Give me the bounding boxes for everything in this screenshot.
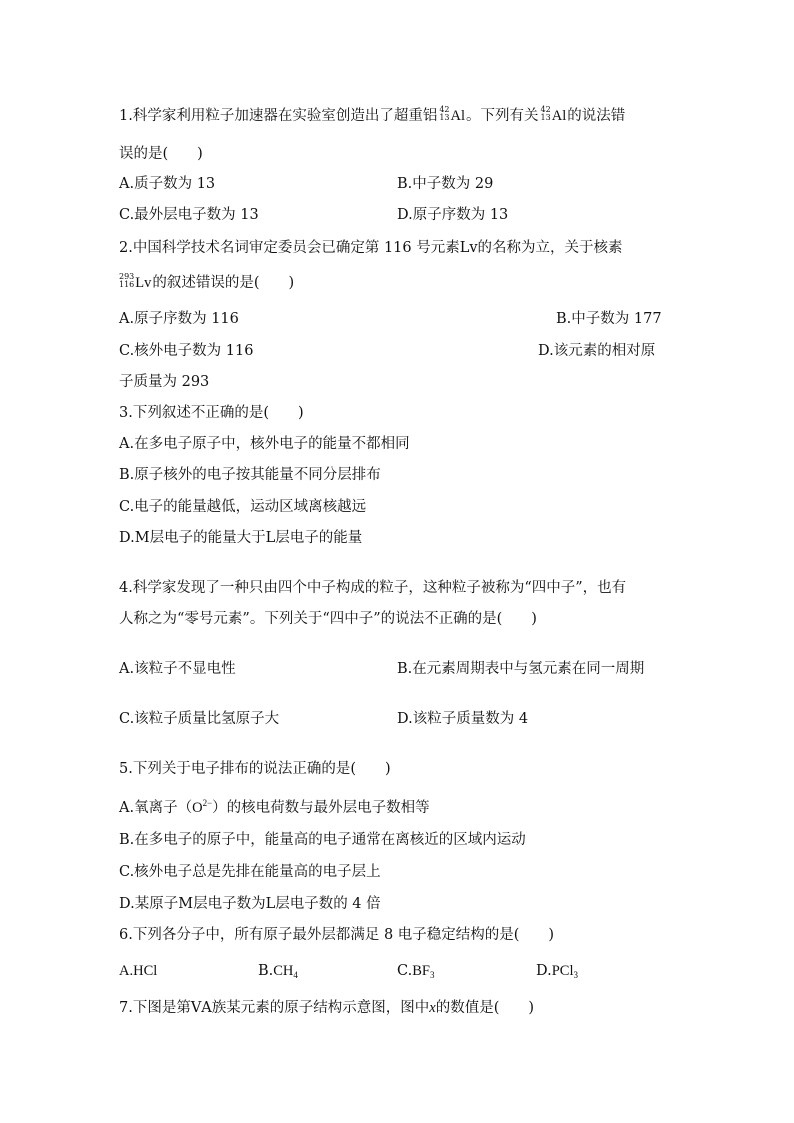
q7-text-b: 的数值是( ) xyxy=(435,1000,535,1016)
q1-nuclide-al xyxy=(439,106,465,126)
q2-text-rest: 的叙述错误的是( ) xyxy=(152,275,295,291)
q4-option-a: A.该粒子不显电性 xyxy=(119,661,236,677)
q2-mass-number: 293 xyxy=(119,272,135,281)
q5-stem: 5.下列关于电子排布的说法正确的是( ) xyxy=(119,761,391,777)
q6-option-c xyxy=(397,961,434,985)
q2-nuclide-lv xyxy=(119,273,151,293)
q5-ion-symbol: O xyxy=(192,800,203,816)
q1-stem-line2: 误的是( ) xyxy=(119,146,203,162)
q7-stem xyxy=(119,998,534,1018)
q1-text-b: 。下列有关 xyxy=(466,108,539,124)
q6-option-c-formula: BF xyxy=(412,963,430,979)
q1-atomic-number-2: 13 xyxy=(540,113,551,122)
q6-option-d-subscript: 3 xyxy=(573,970,578,980)
q1-nuclide-al-2 xyxy=(541,106,567,126)
q5-option-a xyxy=(119,793,430,818)
q2-option-d-cont: 子质量为 293 xyxy=(119,374,210,390)
q2-stem-line1: 2.中国科学技术名词审定委员会已确定第 116 号元素Lv的名称为立，关于核素 xyxy=(119,240,623,256)
q7-variable-x: x xyxy=(429,1000,436,1016)
q6-option-c-label: C. xyxy=(397,963,413,979)
q5-option-a-pre: A.氧离子（ xyxy=(119,800,193,816)
q6-option-b xyxy=(258,961,298,985)
q4-stem-line1: 4.科学家发现了一种只由四个中子构成的粒子，这种粒子被称为“四中子”，也有 xyxy=(119,580,627,596)
q7-text-a: 7.下图是第ⅤA族某元素的原子结构示意图，图中 xyxy=(119,1000,430,1016)
q5-option-d: D.某原子M层电子数为L层电子数的 4 倍 xyxy=(119,896,381,912)
q5-option-a-post: ）的核电荷数与最外层电子数相等 xyxy=(212,800,430,816)
q5-option-b: B.在多电子的原子中，能量高的电子通常在离核近的区域内运动 xyxy=(119,832,526,848)
q3-stem: 3.下列叙述不正确的是( ) xyxy=(119,405,304,421)
q1-mass-number: 42 xyxy=(439,105,450,114)
q1-symbol-2: Al xyxy=(551,108,567,124)
q6-option-d-formula: PCl xyxy=(551,963,574,979)
q1-text-a: 1.科学家利用粒子加速器在实验室创造出了超重铝 xyxy=(119,108,438,124)
q4-stem-line2: 人称之为“零号元素”。下列关于“四中子”的说法不正确的是( ) xyxy=(119,611,537,627)
q1-option-d: D.原子序数为 13 xyxy=(397,207,509,223)
q2-stem-line2 xyxy=(119,273,294,293)
q3-option-a: A.在多电子原子中，核外电子的能量不都相同 xyxy=(119,436,410,452)
q3-option-d: D.M层电子的能量大于L层电子的能量 xyxy=(119,530,363,546)
q6-option-b-formula: CH xyxy=(273,963,294,979)
q2-option-c: C.核外电子数为 116 xyxy=(119,343,254,359)
q6-option-b-subscript: 4 xyxy=(293,970,298,980)
q2-option-b: B.中子数为 177 xyxy=(556,311,662,327)
q4-option-c: C.该粒子质量比氢原子大 xyxy=(119,711,280,727)
q6-option-c-subscript: 3 xyxy=(429,970,435,980)
q1-option-c: C.最外层电子数为 13 xyxy=(119,207,259,223)
q6-option-d-label: D. xyxy=(536,963,552,979)
q1-mass-number-2: 42 xyxy=(540,105,551,114)
q1-text-c: 的说法错 xyxy=(567,108,626,124)
q1-stem-line1 xyxy=(119,106,625,126)
q6-option-d xyxy=(536,961,578,985)
q1-symbol: Al xyxy=(450,108,466,124)
q6-option-b-label: B. xyxy=(258,963,274,979)
q5-ion-charge: 2− xyxy=(202,798,213,808)
q4-option-b: B.在元素周期表中与氢元素在同一周期 xyxy=(397,661,645,677)
q1-option-b: B.中子数为 29 xyxy=(397,176,494,192)
q2-atomic-number: 116 xyxy=(119,280,135,289)
q5-option-c: C.核外电子总是先排在能量高的电子层上 xyxy=(119,864,381,880)
q1-atomic-number: 13 xyxy=(439,113,450,122)
q3-option-c: C.电子的能量越低，运动区域离核越远 xyxy=(119,499,367,515)
q2-option-d: D.该元素的相对原 xyxy=(538,343,656,359)
q6-option-a: A.HCl xyxy=(119,963,158,979)
q2-symbol: Lv xyxy=(135,275,152,291)
q6-stem: 6.下列各分子中，所有原子最外层都满足 8 电子稳定结构的是( ) xyxy=(119,927,555,943)
q4-option-d: D.该粒子质量数为 4 xyxy=(397,711,529,727)
q2-option-a: A.原子序数为 116 xyxy=(119,311,239,327)
q3-option-b: B.原子核外的电子按其能量不同分层排布 xyxy=(119,467,381,483)
q1-option-a: A.质子数为 13 xyxy=(119,176,216,192)
